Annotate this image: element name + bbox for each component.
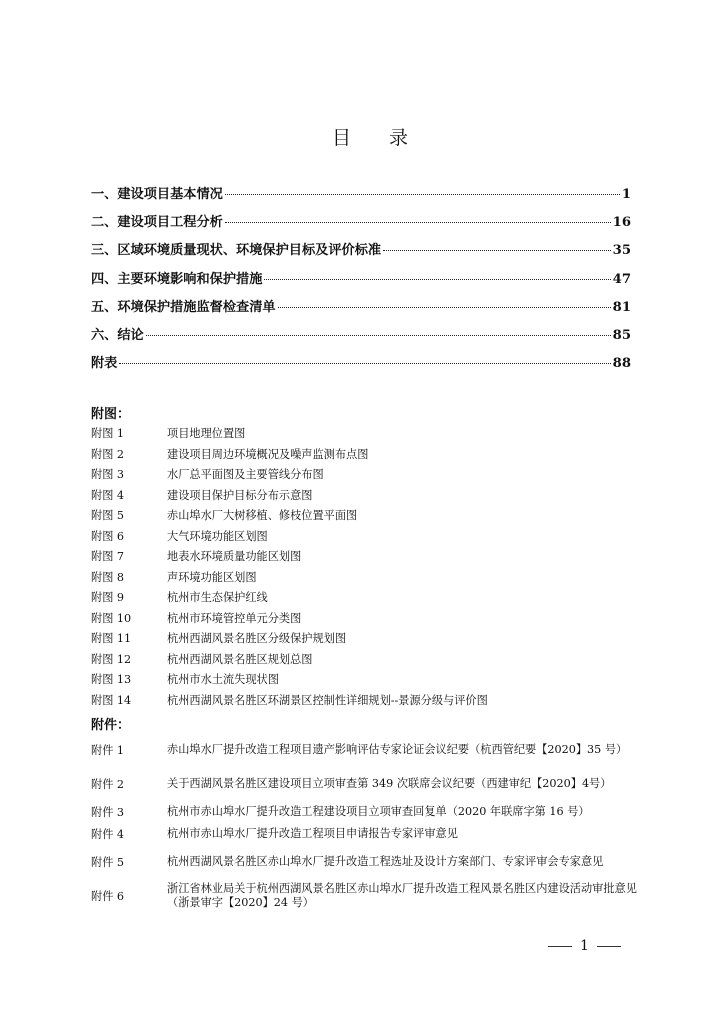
figure-title: 杭州市生态保护红线 <box>167 591 268 605</box>
list-item <box>91 690 651 711</box>
toc-leader <box>146 335 611 336</box>
attachments-heading: 附件： <box>91 718 131 733</box>
toc-page: 88 <box>612 356 631 372</box>
figure-title: 建设项目保护目标分布示意图 <box>167 488 313 502</box>
list-item <box>91 546 651 567</box>
toc-entry[interactable] <box>91 239 631 267</box>
list-item <box>91 444 651 465</box>
attachment-title: 杭州市赤山埠水厂提升改造工程建设项目立项审查回复单（2020 年联席字第 16 号） <box>167 805 590 818</box>
figure-title: 大气环境功能区划图 <box>167 529 268 543</box>
list-item <box>91 485 651 506</box>
list-item <box>91 669 651 690</box>
toc-leader <box>278 307 611 308</box>
list-item <box>91 587 651 608</box>
list-item <box>91 733 651 767</box>
figure-title: 杭州西湖风景名胜区环湖景区控制性详细规划--景源分级与评价图 <box>167 693 488 707</box>
toc-entry[interactable] <box>91 183 631 211</box>
toc-entry[interactable] <box>91 211 631 239</box>
list-item <box>91 526 651 547</box>
toc-leader <box>119 363 610 364</box>
figure-number: 附图 13 <box>91 673 132 687</box>
figure-number: 附图 6 <box>91 529 125 543</box>
figure-number: 附图 5 <box>91 509 125 523</box>
toc-label: 三、区域环境质量现状、环境保护目标及评价标准 <box>91 243 382 259</box>
attachments-list <box>91 733 651 913</box>
list-item <box>91 823 651 845</box>
toc-entry[interactable] <box>91 352 631 380</box>
attachment-number: 附件 4 <box>91 828 125 841</box>
table-of-contents <box>91 183 631 380</box>
footer-dash-left <box>548 946 572 947</box>
figure-title: 杭州市水土流失现状图 <box>167 673 279 687</box>
list-item <box>91 505 651 526</box>
attachment-title: 赤山埠水厂提升改造工程项目遗产影响评估专家论证会议纪要（杭西管纪要【2020】35 号） <box>167 743 628 756</box>
figure-title: 建设项目周边环境概况及噪声监测布点图 <box>167 447 369 461</box>
figure-title: 声环境功能区划图 <box>167 570 257 584</box>
list-item <box>91 649 651 670</box>
toc-entry[interactable] <box>91 268 631 296</box>
figure-number: 附图 8 <box>91 570 125 584</box>
attachment-number: 附件 2 <box>91 778 125 791</box>
list-item <box>91 767 651 801</box>
toc-leader <box>225 222 611 223</box>
toc-page: 85 <box>612 327 631 343</box>
footer-dash-right <box>597 946 621 947</box>
list-item <box>91 879 651 913</box>
figure-title: 杭州市环境管控单元分类图 <box>167 611 302 625</box>
list-item <box>91 628 651 649</box>
attachment-title: 杭州西湖风景名胜区赤山埠水厂提升改造工程选址及设计方案部门、专家评审会专家意见 <box>167 855 604 868</box>
figure-title: 项目地理位置图 <box>167 427 246 441</box>
page-number: 1 <box>580 938 589 954</box>
figure-number: 附图 4 <box>91 488 125 502</box>
toc-leader <box>383 250 611 251</box>
toc-label: 六、结论 <box>91 327 144 343</box>
attachment-title: 杭州市赤山埠水厂提升改造工程项目申请报告专家评审意见 <box>167 827 458 840</box>
attachment-title: 关于西湖风景名胜区建设项目立项审查第 349 次联席会议纪要（西建审纪【2020】4号） <box>167 777 612 790</box>
toc-leader <box>264 279 610 280</box>
toc-page: 1 <box>621 187 631 202</box>
figure-number: 附图 11 <box>91 632 132 646</box>
toc-entry[interactable] <box>91 324 631 352</box>
figure-title: 杭州西湖风景名胜区分级保护规划图 <box>167 632 347 646</box>
figure-title: 地表水环境质量功能区划图 <box>167 550 302 564</box>
attachment-number: 附件 5 <box>91 856 125 869</box>
page-footer <box>540 938 629 954</box>
toc-label: 四、主要环境影响和保护措施 <box>91 271 263 287</box>
figures-heading: 附图： <box>91 407 131 422</box>
list-item <box>91 423 651 444</box>
figure-number: 附图 10 <box>91 611 132 625</box>
figure-title: 赤山埠水厂大树移植、修枝位置平面图 <box>167 509 358 523</box>
figure-title: 杭州西湖风景名胜区规划总图 <box>167 652 313 666</box>
toc-entry[interactable] <box>91 296 631 324</box>
figure-number: 附图 12 <box>91 652 132 666</box>
figure-title: 水厂总平面图及主要管线分布图 <box>167 468 324 482</box>
figure-number: 附图 9 <box>91 591 125 605</box>
toc-page: 16 <box>612 215 631 231</box>
attachment-number: 附件 3 <box>91 806 125 819</box>
attachment-number: 附件 6 <box>91 890 125 903</box>
figure-number: 附图 2 <box>91 447 125 461</box>
toc-page: 47 <box>612 271 631 287</box>
toc-leader <box>225 194 620 195</box>
attachment-title: 浙江省林业局关于杭州西湖风景名胜区赤山埠水厂提升改造工程风景名胜区内建设活动审批意见（浙景审字【2020】24 号） <box>167 882 637 909</box>
toc-label: 一、建设项目基本情况 <box>91 187 223 202</box>
figure-number: 附图 14 <box>91 693 132 707</box>
list-item <box>91 801 651 823</box>
toc-page: 35 <box>612 243 631 259</box>
figure-number: 附图 3 <box>91 468 125 482</box>
toc-page: 81 <box>612 299 631 315</box>
list-item <box>91 845 651 879</box>
list-item <box>91 464 651 485</box>
toc-label: 附表 <box>91 356 118 372</box>
toc-label: 二、建设项目工程分析 <box>91 215 223 231</box>
figure-number: 附图 7 <box>91 550 125 564</box>
toc-label: 五、环境保护措施监督检查清单 <box>91 299 276 315</box>
figure-number: 附图 1 <box>91 427 125 441</box>
attachment-number: 附件 1 <box>91 744 125 757</box>
figures-list <box>91 423 651 710</box>
page-title: 目 录 <box>331 127 425 149</box>
list-item <box>91 567 651 588</box>
list-item <box>91 608 651 629</box>
